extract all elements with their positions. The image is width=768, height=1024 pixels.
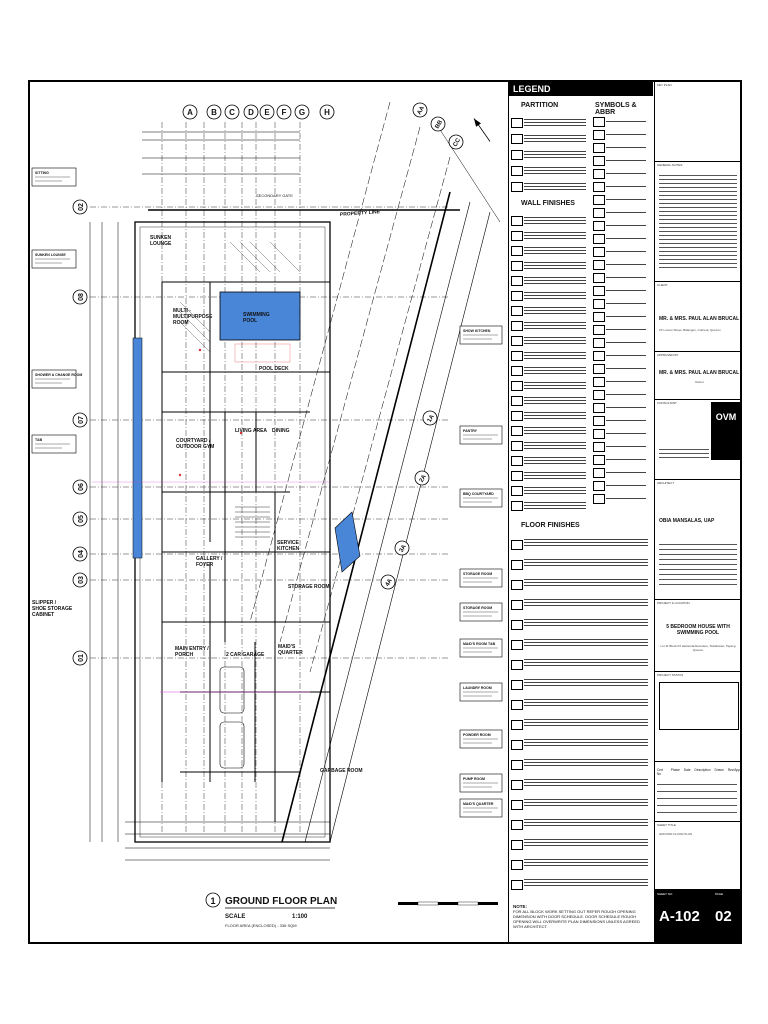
symbol-icon [593,325,605,335]
approved-label: APPROVED BY [657,353,679,357]
lap-pool-strip [133,338,142,558]
legend-title: LEGEND [509,82,653,96]
partition-tag-icon [511,720,523,730]
room-label: MAID'S QUARTER [278,644,303,656]
symbol-icon [593,429,605,439]
room-label: SLIPPER / SHOE STORAGE CABINET [32,600,73,618]
room-tag-name: BBQ COURTYARD [463,492,494,496]
grid-number: 03 [78,576,85,584]
partition-tag-icon [511,760,523,770]
symbol-icon [593,403,605,413]
revision-column-header: Description [694,768,711,772]
approved-name: MR. & MRS. PAUL ALAN BRUCAL [659,370,740,376]
angled-grid-label: 1A [426,413,436,424]
plan-title: GROUND FLOOR PLAN [225,896,338,907]
grid-letter: C [229,108,235,117]
angled-grid-label: BB [434,119,445,131]
legend-row [511,304,587,318]
symbol-icon [593,208,605,218]
sheet-title-box [655,822,741,890]
grid-letter: A [187,108,193,117]
legend-row [511,379,587,393]
partition-tag-icon [511,216,523,226]
symbol-icon [593,481,605,491]
room-tag-name: STORAGE ROOM [463,606,493,610]
legend-row [593,493,653,505]
symbol-icon [593,299,605,309]
title-block [654,82,742,942]
key-plan-label: KEY PLAN [657,83,672,87]
wall-finishes-heading: WALL FINISHES [521,200,575,207]
room-tag-name: PUMP ROOM [463,777,485,781]
legend-row [511,756,651,776]
drawing-sheet [28,80,742,944]
partition-tag-icon [511,580,523,590]
scale-value: 1:100 [292,914,308,920]
partition-tag-icon [511,336,523,346]
sheet-no-label: SHEET NO [657,892,673,896]
property-line-label: PROPERTY LINE [339,209,381,218]
partition-tag-icon [511,276,523,286]
legend-row [593,454,653,466]
approved-sub: Owner [695,380,704,384]
legend-row [511,716,651,736]
symbol-icon [593,364,605,374]
legend-row [593,441,653,453]
angled-grid-label: CC [452,137,463,149]
architect-box [655,480,741,600]
grid-letter: F [281,108,287,117]
legend-row [511,116,587,130]
partition-tag-icon [511,321,523,331]
room-tag-name: MAID'S ROOM T&B [463,642,496,646]
partition-tag-icon [511,860,523,870]
symbol-icon [593,117,605,127]
symbol-icon [593,390,605,400]
room-label: SERVICE KITCHEN [277,540,300,552]
symbol-icon [593,468,605,478]
room-tag-name: STORAGE ROOM [463,572,493,576]
grid-letter: H [324,108,330,117]
symbol-icon [593,286,605,296]
legend-row [511,836,651,856]
note-text: FOR ALL BLOCK WORK SETTING OUT REFER ROUGH OPENING DIMENSION WITH DOOR SCHEDULE. DOOR SCHEDULE ROUGH OPENING WILL OVERWRITE PLAN DIMENSIONS UNLESS AGREED WITH ARCHITECT. [513,909,640,929]
legend-row [593,246,653,258]
graphic-scale-bar [398,902,498,905]
legend-row [511,424,587,438]
project-status-box [655,672,741,762]
legend-row [511,484,587,498]
project-box [655,600,741,672]
room-label: COURTYARD / OUTDOOR GYM [176,438,215,450]
legend-row [511,816,651,836]
symbol-icon [593,494,605,504]
revision-box [655,762,741,822]
symbol-icon [593,182,605,192]
partition-tag-icon [511,471,523,481]
symbol-icon [593,221,605,231]
grid-letter: E [264,108,270,117]
room-tag-name: SITTING [35,171,49,175]
legend-row [511,180,587,194]
project-status-label: PROJECT STATUS [657,673,684,677]
partition-tag-icon [511,166,523,176]
partition-tag-icon [511,441,523,451]
angled-grid-label: 2A [418,473,428,484]
legend-row [593,116,653,128]
partition-tag-icon [511,620,523,630]
room-label: GALLERY / FOYER [196,556,223,568]
sheet-title: GROUND FLOOR PLAN [659,832,693,836]
legend-row [593,207,653,219]
legend-row [593,389,653,401]
client-name: MR. & MRS. PAUL ALAN BRUCAL [659,316,740,322]
key-plan-box [655,82,741,162]
legend-row [593,220,653,232]
legend-row [511,229,587,243]
grid-number: 01 [78,654,85,662]
partition-tag-icon [511,820,523,830]
client-box [655,282,741,352]
legend-row [511,454,587,468]
symbol-icon [593,247,605,257]
client-address: 2X Lucero Street, Balangon, Cobrera, Quezon [659,328,721,332]
partition-tag-icon [511,560,523,570]
partition-tag-icon [511,426,523,436]
grid-letter: G [298,108,306,117]
room-label: SUNKEN LOUNGE [150,235,172,247]
symbol-icon [593,260,605,270]
revision-column-header: Rev/Appr [727,768,741,772]
legend-row [593,350,653,362]
floor-plan-area [30,82,508,942]
approved-box [655,352,741,400]
partition-tag-icon [511,150,523,160]
revision-column-header: Cert No [657,768,664,776]
legend-row [593,129,653,141]
grid-number: 02 [78,203,85,211]
partition-tag-icon [511,366,523,376]
grid-number: 08 [78,293,85,301]
legend-row [511,334,587,348]
legend-row [593,415,653,427]
partition-tag-icon [511,800,523,810]
legend-row [593,142,653,154]
legend-row [511,274,587,288]
legend-row [593,298,653,310]
sheet-number: A-102 [659,908,700,925]
partition-tag-icon [511,134,523,144]
grid-letter: D [248,108,254,117]
sheet-number-box [655,890,741,942]
room-tag-name: MAID'S QUARTER [463,802,494,806]
legend-row [511,616,651,636]
angled-grid-label: 3A [398,543,408,554]
pool-deck-highlight [235,344,290,362]
legend-row [593,402,653,414]
partition-tag-icon [511,456,523,466]
partition-tag-icon [511,740,523,750]
partition-tag-icon [511,351,523,361]
partition-heading: PARTITION [521,102,559,109]
partition-tag-icon [511,600,523,610]
legend-row [511,349,587,363]
legend-row [593,480,653,492]
partition-tag-icon [511,540,523,550]
consultant-label: CONSULTANT [657,401,677,405]
legend-row [593,155,653,167]
scale-label: SCALE [225,914,246,920]
general-notes-label: GENERAL NOTES [657,163,683,167]
partition-tag-icon [511,231,523,241]
architect-name: OBIA MANSALAS, UAP [659,518,715,524]
sheet-title-label: SHEET TITLE [657,823,676,827]
legend-row [511,214,587,228]
plan-number: 1 [210,896,216,906]
room-tag-name: POWDER ROOM [463,733,491,737]
symbol-icon [593,143,605,153]
room-tag-name: LAUNDRY ROOM [463,686,492,690]
legend-row [511,469,587,483]
room-label: MULTI -MULTIPURPOSE ROOM [173,308,213,326]
room-tag-name: SUNKEN LOUNGE [35,253,66,257]
revision-column-header: Phase [670,768,680,772]
legend-row [511,409,587,423]
general-notes-box [655,162,741,282]
partition-tag-icon [511,182,523,192]
legend-row [593,168,653,180]
legend-row [511,439,587,453]
room-tag-name: PANTRY [463,429,477,433]
note-title: NOTE: [513,904,527,909]
north-arrow-icon [472,117,493,143]
legend-row [511,676,651,696]
symbol-icon [593,195,605,205]
symbol-icon [593,377,605,387]
floor-finishes-heading: FLOOR FINISHES [521,522,580,529]
room-tag-name: SHOWER & CHANGE ROOM [35,373,83,377]
partition-tag-icon [511,660,523,670]
partition-tag-icon [511,840,523,850]
secondary-gate-label: SECONDARY GATE [256,193,293,198]
symbol-icon [593,338,605,348]
symbol-icon [593,442,605,452]
legend-row [511,319,587,333]
legend-row [511,636,651,656]
partition-tag-icon [511,291,523,301]
floor-area: FLOOR AREA (ENCLOSED) - 336 SQM [225,923,297,928]
room-label: GARBAGE ROOM [320,768,363,774]
legend-row [511,536,651,556]
project-label: PROJECT & LOCATION [657,601,690,605]
legend-row [593,181,653,193]
symbols-heading: SYMBOLS & ABBR [595,102,637,116]
legend-row [511,164,587,178]
legend-row [593,259,653,271]
partition-tag-icon [511,880,523,890]
angled-grid-label: 4A [384,577,394,588]
partition-tag-icon [511,396,523,406]
revision-column-header: Drawn [714,768,724,772]
room-label: 2 CAR GARAGE [226,652,265,658]
partition-tag-icon [511,680,523,690]
legend-row [511,736,651,756]
grid-number: 06 [78,483,85,491]
client-label: CLIENT [657,283,668,287]
grid-number: 07 [78,416,85,424]
legend-row [593,363,653,375]
legend-row [593,285,653,297]
symbol-icon [593,169,605,179]
page-number: 02 [715,908,732,925]
grid-number: 04 [78,550,85,558]
legend-row [511,596,651,616]
legend-row [511,148,587,162]
legend-row [511,499,587,513]
room-label: MAIN ENTRY / PORCH [175,646,209,658]
legend-note [513,904,649,929]
legend-row [511,364,587,378]
legend-row [511,132,587,146]
legend-row [511,244,587,258]
project-name: 5 BEDROOM HOUSE WITH SWIMMING POOL [666,624,730,636]
legend-row [511,289,587,303]
consultant-logo: OVM [711,402,741,460]
symbol-icon [593,416,605,426]
legend-row [511,776,651,796]
partition-tag-icon [511,486,523,496]
legend-row [511,259,587,273]
symbol-icon [593,234,605,244]
partition-tag-icon [511,381,523,391]
symbol-icon [593,156,605,166]
room-label: LIVING AREA [235,428,268,434]
partition-tag-icon [511,261,523,271]
room-label: SWIMMING POOL [243,312,270,324]
page-label: PAGE [715,892,724,896]
legend-row [593,311,653,323]
symbol-icon [593,273,605,283]
partition-tag-icon [511,780,523,790]
legend-row [511,394,587,408]
architect-label: ARCHITECT [657,481,675,485]
room-label: DINING [272,428,290,434]
partition-tag-icon [511,640,523,650]
partition-tag-icon [511,700,523,710]
legend-row [593,194,653,206]
legend-row [511,556,651,576]
grid-letter: B [211,108,217,117]
legend-row [593,324,653,336]
partition-tag-icon [511,118,523,128]
project-location: Lot 11 Block 03 Hacienda Escudero, Sukalinsan, Tayang Quezon [660,644,736,652]
symbol-icon [593,455,605,465]
revision-column-header: Date [683,768,691,772]
partition-tag-icon [511,246,523,256]
legend-row [593,233,653,245]
legend-row [511,656,651,676]
legend-row [511,576,651,596]
legend-row [593,428,653,440]
room-label: POOL DECK [259,366,289,372]
angled-grid-label: AA [416,105,427,117]
legend-row [593,337,653,349]
symbol-icon [593,312,605,322]
partition-tag-icon [511,501,523,511]
plunge-pool [335,512,360,572]
symbol-icon [593,130,605,140]
partition-tag-icon [511,411,523,421]
room-label: STORAGE ROOM [288,584,330,590]
legend-row [593,272,653,284]
legend-row [511,856,651,876]
grid-number: 05 [78,515,85,523]
partition-tag-icon [511,306,523,316]
symbol-icon [593,351,605,361]
legend-row [511,796,651,816]
legend-panel [508,82,654,942]
legend-row [511,876,651,896]
legend-row [593,376,653,388]
room-tag-name: T&B [35,438,43,442]
room-tag-name: SHOW KITCHEN [463,329,491,333]
legend-row [511,696,651,716]
legend-row [593,467,653,479]
